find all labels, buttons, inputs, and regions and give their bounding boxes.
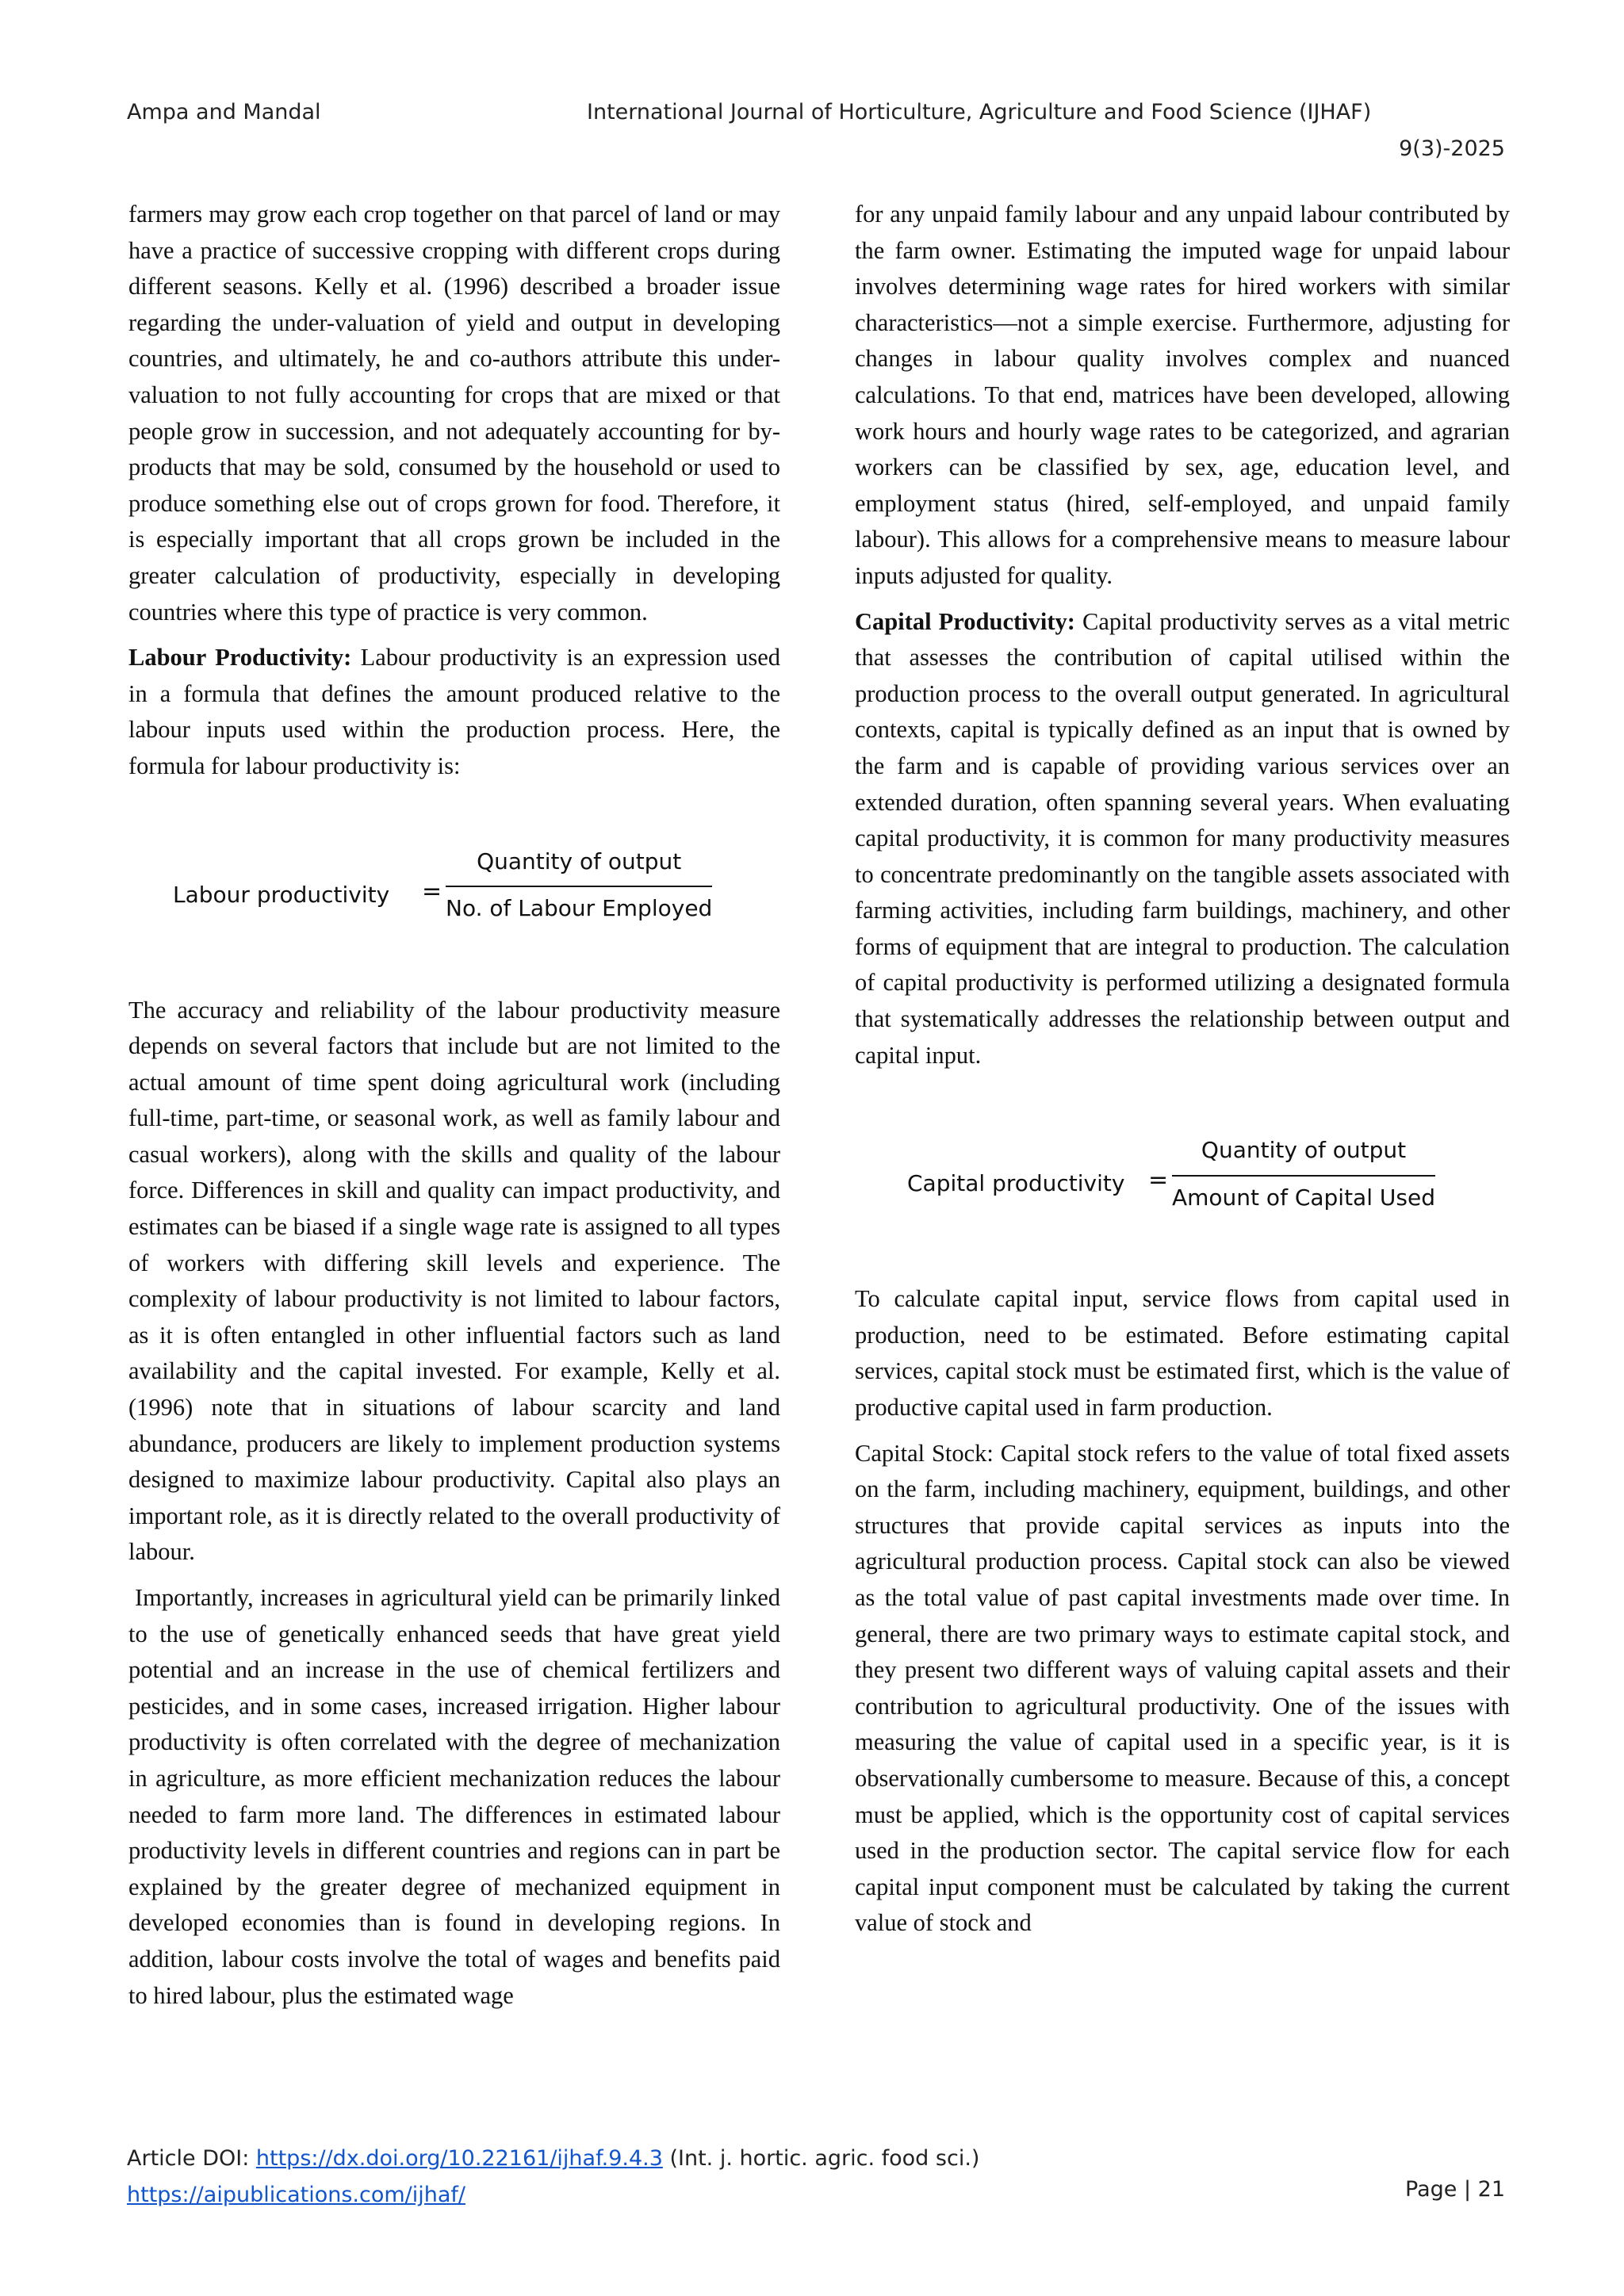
footer-doi-line [127,2141,979,2177]
capital-stock-paragraph: Capital Stock: Capital stock refers to the value of total fixed assets on the farm, including machinery, equipment, buildings, and other structures that provide capital services as inputs into the agricultural production process. Capital stock can also be viewed as the total value of past capital investments made over time. In general, there are two primary ways to estimate capital stock, and they present two different ways of valuing capital assets and their contribution to agricultural productivity. One of the issues with measuring the value of capital used in a specific year, is it is observationally cumbersome to measure. Because of this, a concept must be applied, which is the opportunity cost of capital services used in the production sector. The capital service flow for each capital input component must be calculated by taking the current value of stock and [855,1439,1510,1937]
right-paragraph-1: for any unpaid family labour and any unpaid labour contributed by the farm owner. Estimating the imputed wage for unpaid labour involves determining wage rates for hired workers with similar characteristics—not a simple exercise. Furthermore, adjusting for changes in labour quality involves complex and nuanced calculations. To that end, matrices have been developed, allowing work hours and hourly wage rates to be categorized, and agrarian workers can be classified by sex, age, education level, and employment status (hired, self-employed, and unpaid family labour). This allows for a comprehensive means to measure labour inputs adjusted for quality. [855,201,1510,589]
formula-lhs: Capital productivity [907,1170,1125,1197]
footer-journal-abbrev: (Int. j. hortic. agric. food sci.) [662,2146,980,2171]
capital-productivity-heading: Capital Productivity: [855,607,1075,635]
right-column [855,197,1510,1951]
formula-equals: = [1148,1166,1169,1195]
right-paragraph-3: To calculate capital input, service flows from capital used in production, need to be estimated. Before estimating capital services, capital stock must be estimated first, which is the value of productive capital used in farm production. [855,1285,1510,1422]
footer [127,2141,979,2214]
formula-equals: = [422,877,442,905]
formula-lhs: Labour productivity [173,881,390,908]
footer-site-line [127,2177,979,2214]
capital-productivity-text: Capital productivity serves as a vital metric that assesses the contribution of capital utilised within the production process to the overall output generated. In agricultural contexts, capital is typically defined as an input that is owned by the farm and is capable of providing various services over an extended duration, often spanning several years. When evaluating capital productivity, it is common for many productivity measures to concentrate predominantly on the tangible assets associated with farming activities, including farm buildings, machinery, and other forms of equipment that are integral to production. The calculation of capital productivity is performed utilizing a designated formula that systematically addresses the relationship between output and capital input. [855,607,1510,1069]
formula-fraction [1172,1132,1435,1215]
left-paragraph-4: Importantly, increases in agricultural yield can be primarily linked to the use of genetically enhanced seeds that have great yield potential and an increase in the use of chemical fertilizers and pesticides, and in some cases, increased irrigation. Higher labour productivity is often correlated with the degree of mechanization in agriculture, as more efficient mechanization reduces the labour needed to farm more land. The differences in estimated labour productivity levels in different countries and regions can in part be explained by the greater degree of mechanized equipment in developed economies than is found in developing regions. In addition, labour costs involve the total of wages and benefits paid to hired labour, plus the estimated wage [128,1584,780,2009]
header-journal-title: International Journal of Horticulture, Agriculture and Food Science (IJHAF) [587,100,1372,124]
doi-link[interactable]: https://dx.doi.org/10.22161/ijhaf.9.4.3 [255,2146,663,2171]
capital-productivity-formula [855,1083,1510,1281]
journal-site-link[interactable]: https://aipublications.com/ijhaf/ [127,2183,466,2207]
left-paragraph-3: The accuracy and reliability of the labour productivity measure depends on several factors that include but are not limited to the actual amount of time spent doing agricultural work (including full-time, part-time, or seasonal work, as well as family labour and casual workers), along with the skills and quality of the labour force. Differences in skill and quality can impact productivity, and estimates can be biased if a single wage rate is assigned to all types of workers with differing skill levels and experience. The complexity of labour productivity is not limited to labour factors, as it is often entangled in other influential factors such as land availability and the capital invested. For example, Kelly et al. (1996) note that in situations of labour scarcity and land abundance, producers are likely to implement production systems designed to maximize labour productivity. Capital also plays an important role, as it is directly related to the overall productivity of labour. [128,996,780,1566]
formula-numerator: Quantity of output [1172,1132,1435,1177]
left-paragraph-1: farmers may grow each crop together on that parcel of land or may have a practice of successive cropping with different crops during different seasons. Kelly et al. (1996) described a broader issue regarding the under-valuation of yield and output in developing countries, and ultimately, he and co-authors attribute this under-valuation to not fully accounting for crops that are mixed or that people grow in succession, and not adequately accounting for by-products that may be sold, consumed by the household or used to produce something else out of crops grown for food. Therefore, it is especially important that all crops grown be included in the greater calculation of productivity, especially in developing countries where this type of practice is very common. [128,201,780,626]
labour-productivity-paragraph [128,640,780,784]
formula-denominator: No. of Labour Employed [446,895,713,922]
header-volume: 9(3)-2025 [1399,136,1505,161]
capital-productivity-paragraph [855,604,1510,1074]
formula-fraction [446,844,712,927]
labour-productivity-formula [128,794,780,993]
header-authors: Ampa and Mandal [127,100,321,124]
labour-productivity-heading: Labour Productivity: [128,644,352,672]
formula-denominator: Amount of Capital Used [1172,1184,1435,1211]
formula-numerator: Quantity of output [446,844,712,888]
labour-productivity-text: Labour productivity is an expression used in a formula that defines the amount produced relative to the labour inputs used within the production process. Here, the formula for labour productivity is: [128,644,780,779]
footer-doi-label: Article DOI: [127,2146,256,2171]
left-column [128,197,780,2023]
page-number: Page | 21 [1405,2177,1505,2202]
